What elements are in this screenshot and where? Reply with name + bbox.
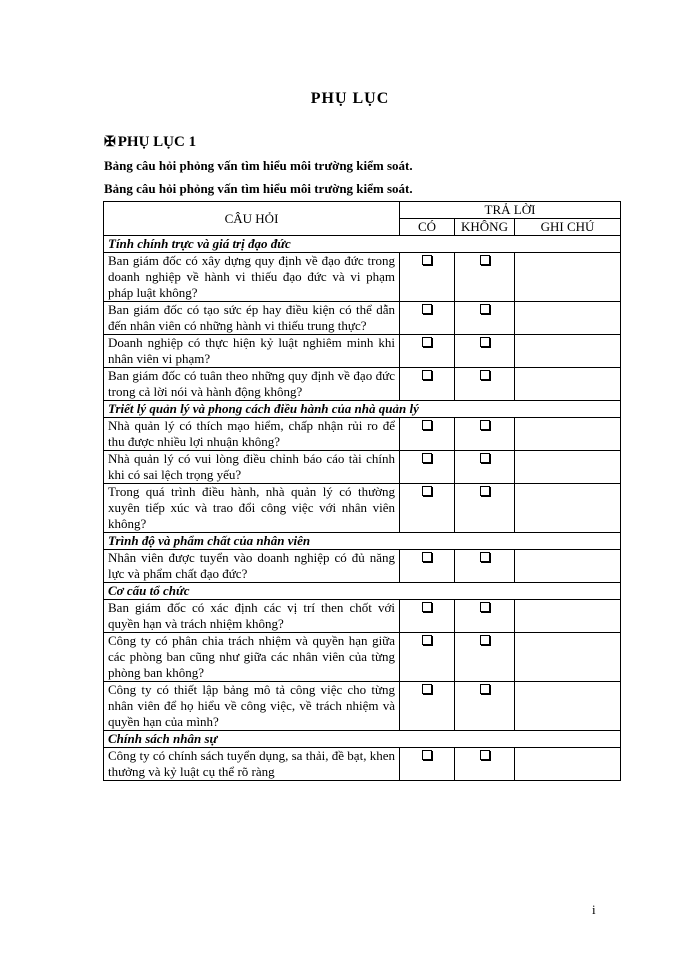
- question-text: Công ty có thiết lập bảng mô tả công việc cho từng nhân viên để họ hiểu về công việc, về trách nhiệm và quyền hạn của mình?: [104, 682, 400, 731]
- subtitle-second: Bảng câu hỏi phỏng vấn tìm hiểu môi trường kiểm soát.: [104, 181, 413, 196]
- answer-yes-cell: [400, 335, 455, 368]
- gear-bullet-icon: ✠: [104, 135, 116, 150]
- note-cell: [515, 253, 621, 302]
- question-row: [104, 748, 621, 781]
- question-text: Công ty có phân chia trách nhiệm và quyền hạn giữa các phòng ban cũng như giữa các nhân viên của từng phòng ban không?: [104, 633, 400, 682]
- question-text: Doanh nghiệp có thực hiện kỷ luật nghiêm minh khi nhân viên vi phạm?: [104, 335, 400, 368]
- questionnaire-table: [103, 201, 621, 781]
- checkbox-no-icon[interactable]: [480, 420, 490, 430]
- answer-no-cell: [455, 302, 515, 335]
- answer-yes-cell: [400, 253, 455, 302]
- header-yes: CÓ: [400, 219, 455, 236]
- question-row: [104, 633, 621, 682]
- page-title: PHỤ LỤC: [310, 90, 390, 107]
- answer-no-cell: [455, 682, 515, 731]
- checkbox-yes-icon[interactable]: [422, 304, 432, 314]
- answer-yes-cell: [400, 302, 455, 335]
- question-row: [104, 484, 621, 533]
- section-row: [104, 401, 621, 418]
- question-row: [104, 418, 621, 451]
- answer-yes-cell: [400, 484, 455, 533]
- answer-no-cell: [455, 368, 515, 401]
- question-row: [104, 682, 621, 731]
- question-text: Ban giám đốc có xác định các vị trí then chốt với quyền hạn và trách nhiệm không?: [104, 600, 400, 633]
- question-text: Trong quá trình điều hành, nhà quản lý có thường xuyên tiếp xúc và trao đổi công việc với nhân viên không?: [104, 484, 400, 533]
- checkbox-yes-icon[interactable]: [422, 684, 432, 694]
- header-note: GHI CHÚ: [515, 219, 621, 236]
- questionnaire-body: [104, 236, 621, 781]
- checkbox-yes-icon[interactable]: [422, 337, 432, 347]
- note-cell: [515, 550, 621, 583]
- answer-yes-cell: [400, 451, 455, 484]
- question-row: [104, 550, 621, 583]
- question-text: Ban giám đốc có tạo sức ép hay điều kiện có thể dẫn đến nhân viên có những hành vi thiếu trung thực?: [104, 302, 400, 335]
- answer-no-cell: [455, 550, 515, 583]
- answer-yes-cell: [400, 600, 455, 633]
- subtitle-first: Bảng câu hỏi phỏng vấn tìm hiểu môi trường kiểm soát.: [104, 158, 413, 173]
- question-row: [104, 335, 621, 368]
- note-cell: [515, 451, 621, 484]
- answer-yes-cell: [400, 748, 455, 781]
- checkbox-no-icon[interactable]: [480, 337, 490, 347]
- note-cell: [515, 682, 621, 731]
- note-cell: [515, 600, 621, 633]
- answer-no-cell: [455, 748, 515, 781]
- answer-no-cell: [455, 253, 515, 302]
- answer-no-cell: [455, 335, 515, 368]
- section-row: [104, 583, 621, 600]
- header-answer: TRẢ LỜI: [400, 202, 621, 219]
- note-cell: [515, 335, 621, 368]
- question-row: [104, 368, 621, 401]
- answer-yes-cell: [400, 633, 455, 682]
- section-title: Triết lý quản lý và phong cách điều hành của nhà quản lý: [104, 401, 621, 418]
- answer-yes-cell: [400, 682, 455, 731]
- question-text: Ban giám đốc có tuân theo những quy định về đạo đức trong cả lời nói và hành động không?: [104, 368, 400, 401]
- answer-yes-cell: [400, 368, 455, 401]
- note-cell: [515, 368, 621, 401]
- section-title: Tính chính trực và giá trị đạo đức: [104, 236, 621, 253]
- checkbox-yes-icon[interactable]: [422, 486, 432, 496]
- section-title: Cơ cấu tổ chức: [104, 583, 621, 600]
- answer-no-cell: [455, 600, 515, 633]
- checkbox-no-icon[interactable]: [480, 453, 490, 463]
- checkbox-no-icon[interactable]: [480, 370, 490, 380]
- checkbox-no-icon[interactable]: [480, 304, 490, 314]
- checkbox-no-icon[interactable]: [480, 602, 490, 612]
- section-row: [104, 731, 621, 748]
- checkbox-yes-icon[interactable]: [422, 453, 432, 463]
- section-row: [104, 236, 621, 253]
- checkbox-yes-icon[interactable]: [422, 750, 432, 760]
- section-title: Chính sách nhân sự: [104, 731, 621, 748]
- question-text: Nhà quản lý có thích mạo hiểm, chấp nhận rủi ro để thu được nhiều lợi nhuận không?: [104, 418, 400, 451]
- appendix-title: PHỤ LỤC 1: [117, 134, 197, 150]
- checkbox-yes-icon[interactable]: [422, 635, 432, 645]
- question-row: [104, 302, 621, 335]
- section-title: Trình độ và phẩm chất của nhân viên: [104, 533, 621, 550]
- checkbox-no-icon[interactable]: [480, 255, 490, 265]
- note-cell: [515, 484, 621, 533]
- appendix-heading: [104, 134, 196, 151]
- answer-no-cell: [455, 484, 515, 533]
- question-text: Nhân viên được tuyển vào doanh nghiệp có đủ năng lực và phẩm chất đạo đức?: [104, 550, 400, 583]
- header-no: KHÔNG: [455, 219, 515, 236]
- question-text: Nhà quản lý có vui lòng điều chỉnh báo cáo tài chính khi có sai lệch trọng yếu?: [104, 451, 400, 484]
- answer-yes-cell: [400, 418, 455, 451]
- answer-yes-cell: [400, 550, 455, 583]
- section-row: [104, 533, 621, 550]
- answer-no-cell: [455, 451, 515, 484]
- checkbox-no-icon[interactable]: [480, 552, 490, 562]
- checkbox-yes-icon[interactable]: [422, 420, 432, 430]
- question-text: Ban giám đốc có xây dựng quy định về đạo đức trong doanh nghiệp về hành vi thiếu đạo đức và vi phạm pháp luật không?: [104, 253, 400, 302]
- checkbox-yes-icon[interactable]: [422, 552, 432, 562]
- question-row: [104, 600, 621, 633]
- note-cell: [515, 748, 621, 781]
- checkbox-yes-icon[interactable]: [422, 370, 432, 380]
- checkbox-no-icon[interactable]: [480, 486, 490, 496]
- question-row: [104, 451, 621, 484]
- header-question: CÂU HỎI: [104, 202, 400, 236]
- answer-no-cell: [455, 633, 515, 682]
- checkbox-yes-icon[interactable]: [422, 255, 432, 265]
- note-cell: [515, 633, 621, 682]
- note-cell: [515, 302, 621, 335]
- question-row: [104, 253, 621, 302]
- page-number: i: [592, 902, 596, 917]
- answer-no-cell: [455, 418, 515, 451]
- checkbox-no-icon[interactable]: [480, 750, 490, 760]
- note-cell: [515, 418, 621, 451]
- checkbox-no-icon[interactable]: [480, 635, 490, 645]
- question-text: Công ty có chính sách tuyển dụng, sa thải, đề bạt, khen thưởng và kỷ luật cụ thể rõ ràng: [104, 748, 400, 781]
- checkbox-yes-icon[interactable]: [422, 602, 432, 612]
- checkbox-no-icon[interactable]: [480, 684, 490, 694]
